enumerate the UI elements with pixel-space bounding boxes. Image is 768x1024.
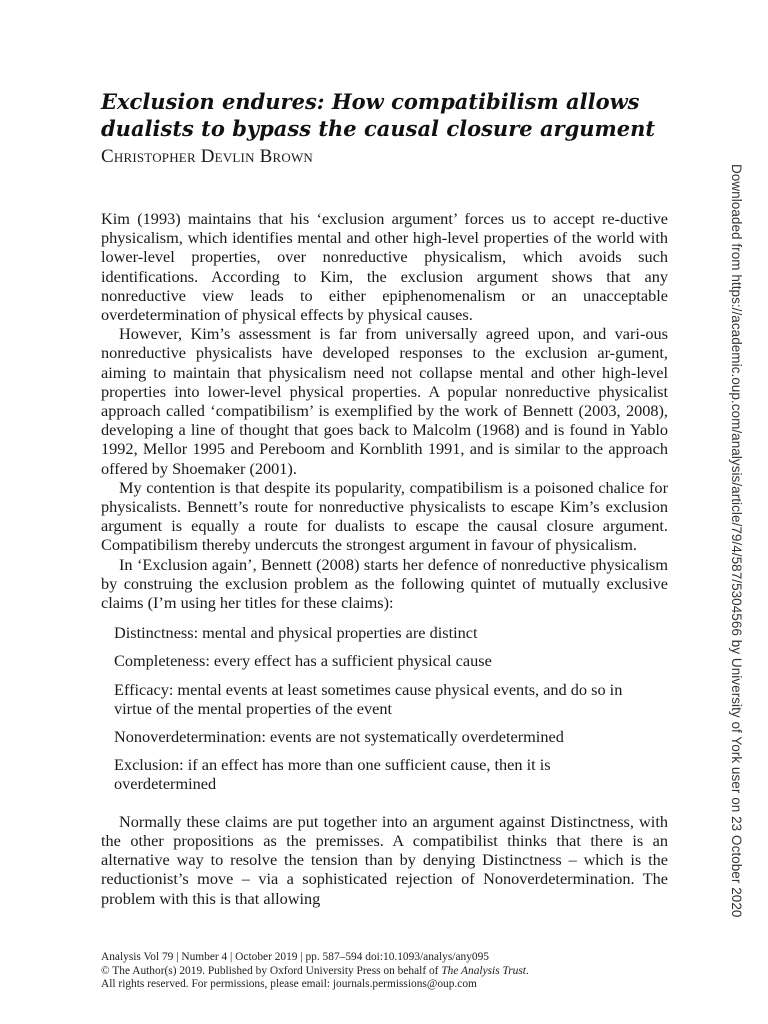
paragraph-4: In ‘Exclusion again’, Bennett (2008) starts her defence of nonreductive physicalism by construing the exclusion problem as the following quintet of mutually exclusive claims (I’m using her titles for these claims): [101,554,668,613]
footer-copyright: © The Author(s) 2019. Published by Oxford University Press on behalf of The Analysis Trust. [101,964,529,977]
footer-trust-name: The Analysis Trust [441,964,526,977]
claim-nonoverdetermination: Nonoverdetermination: events are not systematically overdetermined [114,727,564,747]
article-body [101,209,668,908]
author-name: Christopher Devlin Brown [101,146,314,167]
claim-distinctness: Distinctness: mental and physical properties are distinct [114,623,478,643]
footer-rights: All rights reserved. For permissions, please email: journals.permissions@oup.com [101,978,477,990]
claim-completeness: Completeness: every effect has a sufficient physical cause [114,651,492,671]
paragraph-5: Normally these claims are put together into an argument against Distinctness, with the other propositions as the premisses. A compatibilist thinks that there is an alternative way to resolve the tension than by denying Distinctness – which is the reductionist’s move – via a sophisticated rejection of Nonoverdetermination. The problem with this is that allowing [101,811,668,908]
footer-citation: Analysis Vol 79 | Number 4 | October 2019 | pp. 587–594 doi:10.1093/analys/any095 [101,951,489,963]
title-line-2: dualists to bypass the causal closure argument [101,116,656,141]
claims-list [114,623,668,793]
paragraph-3: My contention is that despite its popularity, compatibilism is a poisoned chalice for physicalists. Bennett’s route for nonreductive physicalists to escape Kim’s exclusion argument is equally a route for dualists to escape the causal closure argument. Compatibilism thereby undercuts the strongest argument in favour of physicalism. [101,477,668,555]
download-watermark [724,164,746,918]
article-header [101,88,668,168]
paragraph-2: However, Kim’s assessment is far from universally agreed upon, and vari-ous nonreductive physicalists have developed responses to the exclusion ar-gument, aiming to maintain that physicalism need not collapse mental and other high-level properties into lower-level physical properties. A popular nonreductive physicalist approach called ‘compatibilism’ is exemplified by the work of Bennett (2003, 2008), developing a line of thought that goes back to Malcolm (1968) and is found in Yablo 1992, Mellor 1995 and Pereboom and Kornblith 1991, and is similar to the approach offered by Shoemaker (2001). [101,324,668,478]
article-title [101,88,668,142]
watermark-text: Downloaded from https://academic.oup.com/analysis/article/79/4/587/5304566 by University of York user on 23 October 2020 [729,164,744,918]
title-line-1: Exclusion endures: How compatibilism allows [101,89,640,114]
paragraph-1: Kim (1993) maintains that his ‘exclusion argument’ forces us to accept re-ductive physicalism, which identifies mental and other high-level properties of the world with lower-level properties, over nonreductive physicalism, which avoids such identifications. According to Kim, the exclusion argument shows that any nonreductive view leads to either epiphenomenalism or an unacceptable overdetermination of physical effects by physical causes. [101,209,668,325]
claim-efficacy: Efficacy: mental events at least sometimes cause physical events, and do so in virtue of the mental properties of the event [114,679,623,718]
claim-exclusion: Exclusion: if an effect has more than one sufficient cause, then it is overdetermined [114,755,551,794]
journal-footer [101,951,661,992]
